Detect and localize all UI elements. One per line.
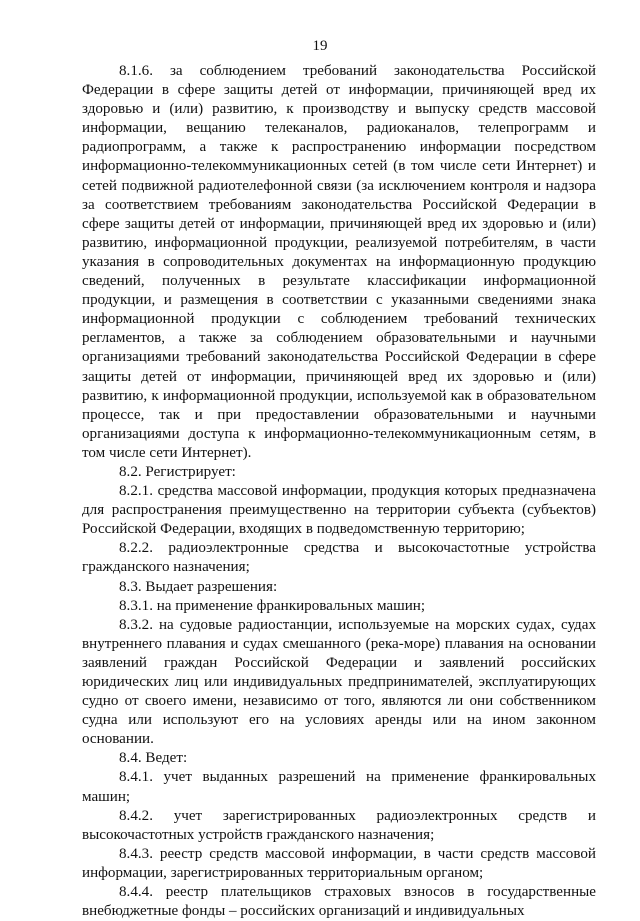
paragraph-8-4: 8.4. Ведет: xyxy=(119,750,188,767)
paragraph-8-3: 8.3. Выдает разрешения: xyxy=(119,578,278,595)
paragraph-8-1-6: 8.1.6. за соблюдением требований законодательства Российской Федерации в сфере защиты детей от информации, причиняющей вред их здоровью и (или) развитию, к производству и выпуску средств массовой информации, вещанию телеканалов, радиоканалов, телепрограмм и радиопрограмм, а также к распространению информации посредством информационно-телекоммуникационных сетей (в том числе сети Интернет) и сетей подвижной радиотелефонной связи (за исключением контроля и надзора за соответствием требованиям законодательства Российской Федерации в сфере защиты детей от информации, причиняющей вред их здоровью и (или) развитию, информационной продукции, реализуемой потребителям, в части указания в сопроводительных документах на информационную продукцию сведений, полученных в результате классификации информационной продукции, и размещения в соответствии с указанными сведениями знака информационной продукции с соблюдением требований технических регламентов, а также за соблюдением образовательными и научными организациями требований законодательства Российской Федерации в сфере защиты детей от информации, причиняющей вред их здоровью и (или) развитию, к информационной продукции, используемой как в образовательном процессе, так и при предоставлении образовательными и научными организациями доступа к информационно-телекоммуникационным сетям, в том числе сети Интернет). xyxy=(82,63,596,461)
paragraph-8-4-1: 8.4.1. учет выданных разрешений на применение франкировальных машин; xyxy=(82,769,596,805)
paragraph-8-4-4: 8.4.4. реестр плательщиков страховых взносов в государственные внебюджетные фонды – российских организаций и индивидуальных xyxy=(82,884,596,920)
paragraph-8-3-1: 8.3.1. на применение франкировальных машин; xyxy=(119,597,426,614)
paragraph-8-4-2: 8.4.2. учет зарегистрированных радиоэлектронных средств и высокочастотных устройств гражданского назначения; xyxy=(82,807,596,843)
paragraph-8-3-2: 8.3.2. на судовые радиостанции, используемые на морских судах, судах внутреннего плавания и судах смешанного (река-море) плавания на основании заявлений граждан Российской Федерации и заявлений российских юридических лиц или индивидуальных предпринимателей, эксплуатирующих судно от своего имени, независимо от того, являются ли они собственником судна или используют его на условиях аренды или на ином законном основании. xyxy=(82,616,596,748)
paragraph-8-2-1: 8.2.1. средства массовой информации, продукция которых предназначена для распространения преимущественно на территории субъекта (субъектов) Российской Федерации, входящих в подведомственную территорию; xyxy=(82,483,596,538)
paragraph-8-2: 8.2. Регистрирует: xyxy=(119,463,236,480)
body-text xyxy=(82,62,596,921)
paragraph-8-2-2: 8.2.2. радиоэлектронные средства и высокочастотные устройства гражданского назначения; xyxy=(82,540,596,576)
paragraph-8-4-3: 8.4.3. реестр средств массовой информации, в части средств массовой информации, зарегистрированных территориальным органом; xyxy=(82,845,596,881)
page-number: 19 xyxy=(312,38,328,54)
